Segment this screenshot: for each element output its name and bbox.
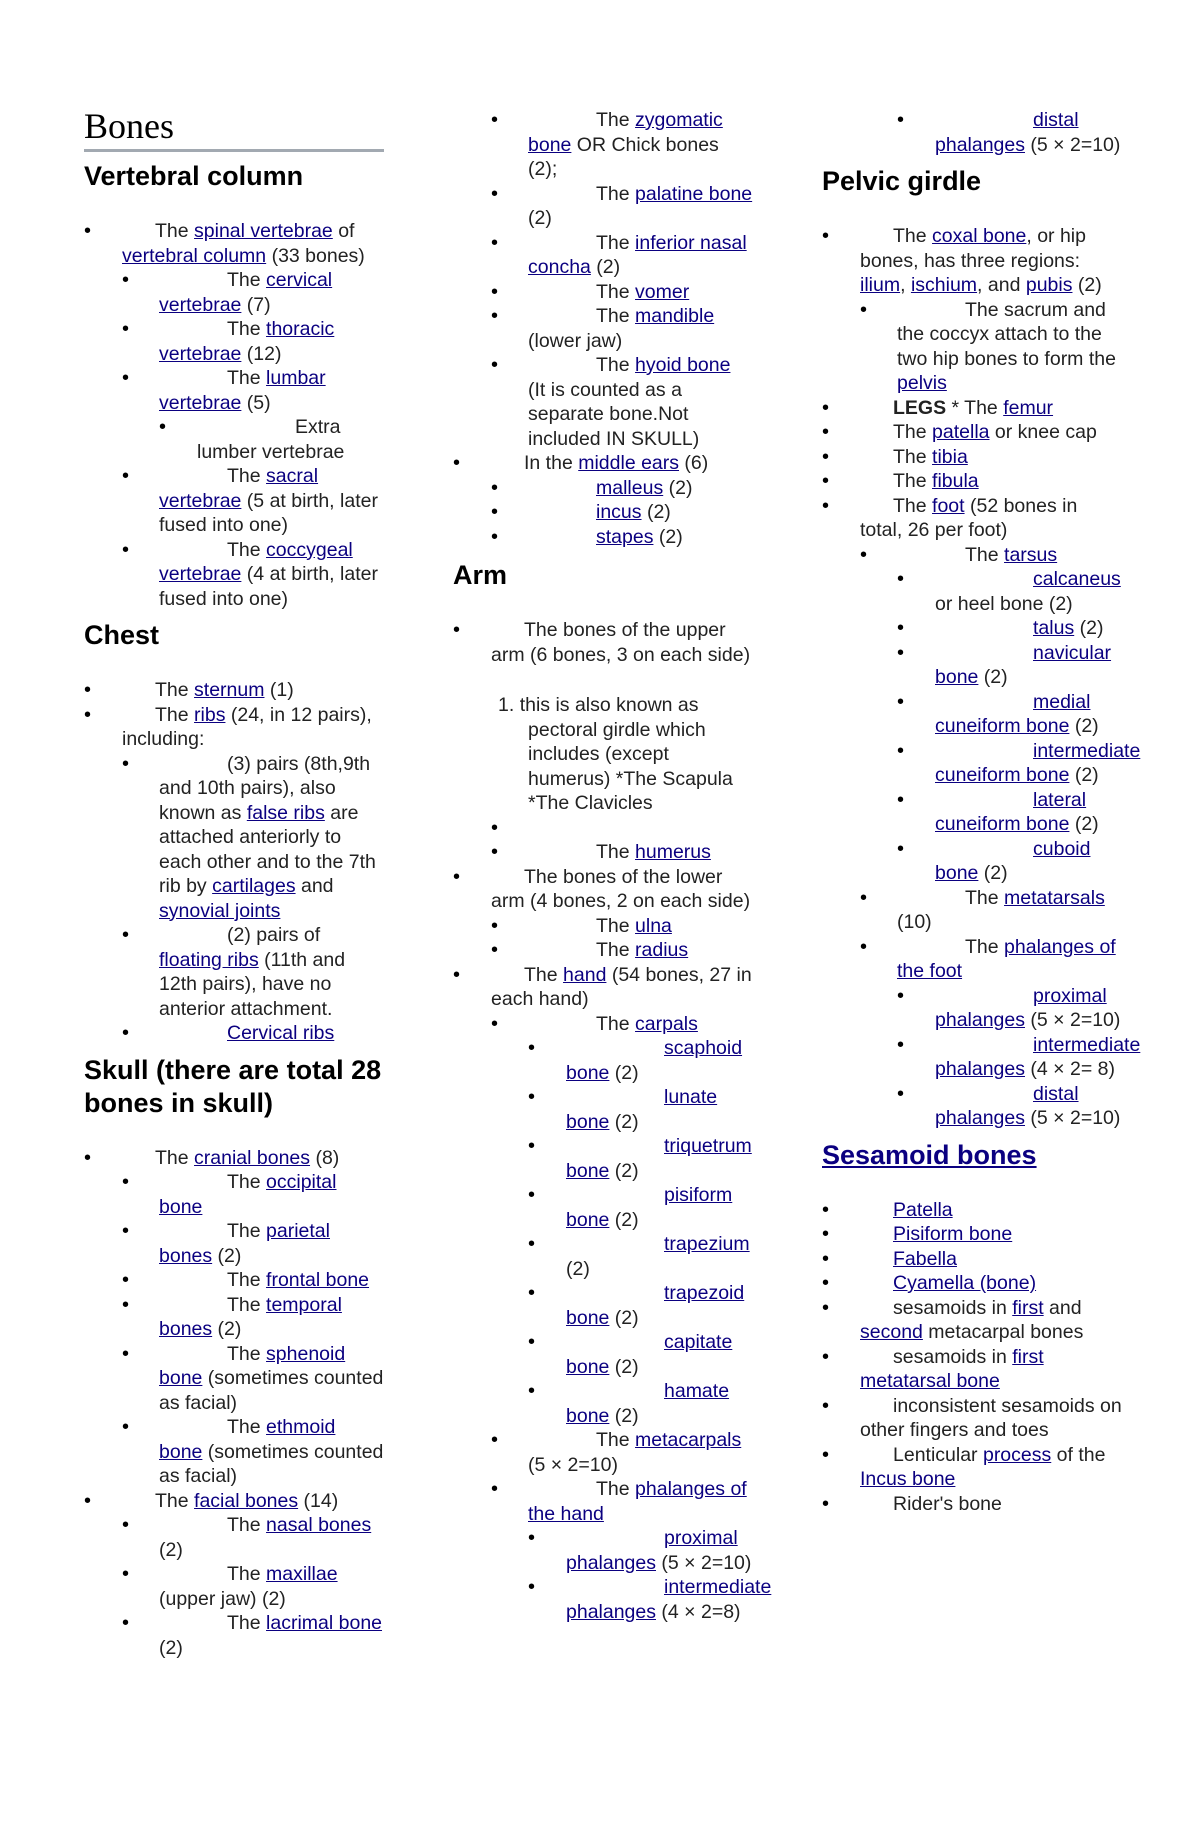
link-thoracic-vertebrae[interactable]: thoracic vertebrae — [159, 318, 335, 365]
link-temporal-bones[interactable]: temporal bones — [159, 1293, 342, 1340]
list-item: • The coxal bone, or hip bones, has three regions: ilium, ischium, and pubis (2) — [822, 224, 1122, 298]
list-item — [822, 1222, 1122, 1247]
link-trapezoid-bone[interactable]: trapezoid bone — [566, 1282, 745, 1329]
list-item: • The maxillae (upper jaw) (2) — [84, 1562, 384, 1611]
list-item: • The lacrimal bone (2) — [84, 1611, 384, 1660]
link-hyoid-bone[interactable]: hyoid bone — [635, 354, 731, 376]
list-item: • cuboid bone (2) — [822, 837, 1122, 886]
link-tarsus[interactable]: tarsus — [1004, 543, 1058, 566]
link-ribs[interactable]: ribs — [194, 703, 226, 726]
link-nasal-bones[interactable]: nasal bones — [266, 1514, 372, 1536]
link-capitate-bone[interactable]: capitate bone — [566, 1331, 733, 1378]
link-metacarpals[interactable]: metacarpals — [635, 1429, 742, 1451]
list-item: • The occipital bone — [84, 1170, 384, 1219]
list-item: • talus (2) — [822, 616, 1122, 641]
list-item: • The sacral vertebrae (5 at birth, later fused into one) — [84, 464, 384, 538]
link-lumbar-vertebrae[interactable]: lumbar vertebrae — [159, 367, 326, 414]
numbered-item: 1. this is also known as pectoral girdle which includes (except humerus) *The Scapula *The Clavicles — [498, 694, 733, 814]
list-item: • The sacrum and the coccyx attach to the two hip bones to form the pelvis — [822, 298, 1122, 396]
list-item: • lateral cuneiform bone (2) — [822, 788, 1122, 837]
link-talus[interactable]: talus — [1033, 617, 1075, 639]
link-sacral-vertebrae[interactable]: sacral vertebrae — [159, 465, 319, 512]
list-item: • The sternum (1) — [84, 678, 384, 703]
list-item: • hamate bone (2) — [453, 1379, 753, 1428]
link-cyamella[interactable]: Cyamella (bone) — [893, 1272, 1037, 1294]
link-synovial-joints[interactable]: synovial joints — [159, 899, 281, 922]
list-item: • malleus (2) — [453, 476, 753, 501]
link-pisiform-sesamoid[interactable]: Pisiform bone — [893, 1223, 1013, 1245]
link-proximal-phalanges-foot[interactable]: proximal phalanges — [935, 984, 1107, 1031]
link-incus[interactable]: incus — [596, 501, 642, 523]
list-item: • The parietal bones (2) — [84, 1219, 384, 1268]
hand-list-continued — [822, 108, 1122, 157]
list-item: • distal phalanges (5 × 2=10) — [822, 1082, 1122, 1131]
list-item: • trapezium (2) — [453, 1232, 753, 1281]
link-second[interactable]: second — [860, 1321, 923, 1343]
list-item: • The radius — [453, 938, 753, 963]
link-medial-cuneiform-bone[interactable]: medial cuneiform bone — [935, 690, 1091, 737]
link-navicular-bone[interactable]: navicular bone — [935, 641, 1112, 688]
link-fibula[interactable]: fibula — [932, 470, 979, 492]
skull-list — [84, 1146, 384, 1661]
list-item: • The fibula — [822, 469, 1122, 494]
heading-vertebral-column: Vertebral column — [84, 161, 304, 191]
list-item: • (2) pairs of floating ribs (11th and 12th pairs), have no anterior attachment. — [84, 923, 384, 1021]
list-item: • The temporal bones (2) — [84, 1293, 384, 1342]
link-process[interactable]: process — [982, 1443, 1052, 1466]
link-zygomatic-bone[interactable]: zygomatic bone — [528, 109, 723, 156]
list-item: • The sphenoid bone (sometimes counted as facial) — [84, 1342, 384, 1416]
heading-chest: Chest — [84, 620, 160, 650]
list-item: • trapezoid bone (2) — [453, 1281, 753, 1330]
link-coxal-bone[interactable]: coxal bone — [932, 225, 1027, 247]
list-item: • intermediate phalanges (4 × 2= 8) — [822, 1033, 1122, 1082]
link-patella-sesamoid[interactable]: Patella — [893, 1198, 953, 1221]
list-item: • intermediate cuneiform bone (2) — [822, 739, 1122, 788]
link-distal-phalanges[interactable]: distal phalanges — [935, 109, 1079, 156]
link-facial-bones[interactable]: facial bones — [194, 1489, 299, 1512]
list-item — [453, 816, 753, 841]
list-item: • The metatarsals (10) — [822, 886, 1122, 935]
list-item: • sesamoids in first metatarsal bone — [822, 1345, 1122, 1394]
link-phalanges-of-the-hand[interactable]: phalanges of the hand — [528, 1478, 747, 1525]
list-item: • The carpals — [453, 1012, 753, 1037]
link-proximal-phalanges[interactable]: proximal phalanges — [566, 1527, 738, 1574]
list-item: • lunate bone (2) — [453, 1085, 753, 1134]
list-item: • The hand (54 bones, 27 in each hand) — [453, 963, 753, 1012]
list-item: • The zygomatic bone OR Chick bones (2); — [453, 108, 753, 182]
list-item: • The tibia — [822, 445, 1122, 470]
skull-list-continued — [453, 108, 753, 549]
link-intermediate-cuneiform-bone[interactable]: intermediate cuneiform bone — [935, 739, 1141, 786]
list-item: • The phalanges of the hand — [453, 1477, 753, 1526]
list-item: • The humerus — [453, 840, 753, 865]
link-sternum[interactable]: sternum — [194, 679, 265, 701]
link-stapes[interactable]: stapes — [596, 525, 654, 548]
list-item: • pisiform bone (2) — [453, 1183, 753, 1232]
list-item: • stapes (2) — [453, 525, 753, 550]
list-item: • The mandible (lower jaw) — [453, 304, 753, 353]
link-malleus[interactable]: malleus — [596, 476, 664, 499]
link-occipital-bone[interactable]: occipital bone — [159, 1171, 337, 1218]
list-item: • The thoracic vertebrae (12) — [84, 317, 384, 366]
arm-list — [453, 618, 772, 1624]
link-false-ribs[interactable]: false ribs — [246, 801, 325, 824]
link-cervical-ribs[interactable]: Cervical ribs — [227, 1022, 335, 1044]
list-item: • The bones of the upper arm (6 bones, 3 on each side) — [453, 618, 753, 667]
list-item: • navicular bone (2) — [822, 641, 1122, 690]
list-item: • The bones of the lower arm (4 bones, 2 on each side) — [453, 865, 753, 914]
link-hand[interactable]: hand — [563, 963, 607, 986]
link-intermediate-phalanges[interactable]: intermediate phalanges — [566, 1576, 772, 1623]
list-item — [822, 1247, 1122, 1272]
list-item: • The phalanges of the foot — [822, 935, 1122, 984]
list-item: • The ribs (24, in 12 pairs), including: — [84, 703, 384, 752]
link-carpals[interactable]: carpals — [635, 1012, 698, 1035]
list-item: • The spinal vertebrae of vertebral column (33 bones) — [84, 219, 384, 268]
list-item: • incus (2) — [453, 500, 753, 525]
list-item: • proximal phalanges (5 × 2=10) — [453, 1526, 753, 1575]
link-first[interactable]: first — [1012, 1296, 1044, 1319]
link-ischium[interactable]: ischium — [910, 274, 978, 296]
list-item: • The nasal bones (2) — [84, 1513, 384, 1562]
link-triquetrum-bone[interactable]: triquetrum bone — [566, 1135, 752, 1182]
link-first-metatarsal-bone[interactable]: first metatarsal bone — [860, 1345, 1044, 1392]
link-cervical-vertebrae[interactable]: cervical vertebrae — [159, 269, 333, 316]
link-pelvis[interactable]: pelvis — [897, 372, 947, 394]
pelvic-list — [822, 224, 1141, 1131]
list-item: • Extra lumber vertebrae — [84, 415, 384, 464]
link-ulna[interactable]: ulna — [635, 914, 672, 937]
link-spinal-vertebrae[interactable]: spinal vertebrae — [194, 220, 333, 242]
list-item: • The tarsus — [822, 543, 1122, 568]
list-item: • The patella or knee cap — [822, 420, 1122, 445]
list-item: • medial cuneiform bone (2) — [822, 690, 1122, 739]
chest-list — [84, 678, 384, 1046]
link-vomer[interactable]: vomer — [635, 280, 690, 303]
link-middle-ears[interactable]: middle ears — [578, 452, 680, 474]
link-frontal-bone[interactable]: frontal bone — [266, 1269, 370, 1291]
list-item: • The frontal bone — [84, 1268, 384, 1293]
link-patella[interactable]: patella — [932, 421, 990, 443]
sesamoid-list — [822, 1198, 1122, 1517]
list-item: • intermediate phalanges (4 × 2=8) — [453, 1575, 753, 1624]
link-femur[interactable]: femur — [1003, 396, 1054, 419]
list-item: • The facial bones (14) — [84, 1489, 384, 1514]
link-scaphoid-bone[interactable]: scaphoid bone — [566, 1037, 743, 1084]
link-incus-bone[interactable]: Incus bone — [860, 1468, 956, 1490]
list-item: • The coccygeal vertebrae (4 at birth, later fused into one) — [84, 538, 384, 612]
link-parietal-bones[interactable]: parietal bones — [159, 1220, 330, 1267]
link-lunate-bone[interactable]: lunate bone — [566, 1086, 718, 1133]
link-trapezium[interactable]: trapezium — [664, 1233, 750, 1255]
link-hamate-bone[interactable]: hamate bone — [566, 1380, 730, 1427]
list-item: • LEGS * The femur — [822, 396, 1122, 421]
list-item — [822, 1198, 1122, 1223]
list-item: • The ulna — [453, 914, 753, 939]
link-intermediate-phalanges-foot[interactable]: intermediate phalanges — [935, 1033, 1141, 1080]
link-pubis[interactable]: pubis — [1025, 274, 1073, 296]
link-mandible[interactable]: mandible — [635, 305, 715, 327]
list-item: • The palatine bone (2) — [453, 182, 753, 231]
list-item: • sesamoids in first and second metacarpal bones — [822, 1296, 1122, 1345]
link-lateral-cuneiform-bone[interactable]: lateral cuneiform bone — [935, 788, 1087, 835]
list-item: • calcaneus or heel bone (2) — [822, 567, 1122, 616]
link-maxillae[interactable]: maxillae — [266, 1563, 338, 1585]
link-ilium[interactable]: ilium — [860, 274, 901, 296]
list-item: • The hyoid bone (It is counted as a separate bone.Not included IN SKULL) — [453, 353, 753, 451]
link-metatarsals[interactable]: metatarsals — [1004, 886, 1105, 909]
list-item: • distal phalanges (5 × 2=10) — [822, 108, 1122, 157]
list-item: • In the middle ears (6) — [453, 451, 753, 476]
link-inferior-nasal-concha[interactable]: inferior nasal concha — [528, 231, 747, 278]
list-item: • capitate bone (2) — [453, 1330, 753, 1379]
link-vertebral-column[interactable]: vertebral column — [122, 244, 267, 267]
link-cuboid-bone[interactable]: cuboid bone — [935, 837, 1091, 884]
heading-pelvic-girdle: Pelvic girdle — [822, 166, 982, 196]
link-humerus[interactable]: humerus — [635, 841, 711, 863]
list-item: • The inferior nasal concha (2) — [453, 231, 753, 280]
link-ethmoid-bone[interactable]: ethmoid bone — [159, 1416, 336, 1463]
list-item — [84, 1021, 384, 1046]
list-item: • scaphoid bone (2) — [453, 1036, 753, 1085]
heading-arm: Arm — [453, 560, 508, 590]
heading-skull: Skull (there are total 28 bones in skull) — [84, 1054, 382, 1118]
link-lacrimal-bone[interactable]: lacrimal bone — [266, 1612, 383, 1634]
link-calcaneus[interactable]: calcaneus — [1033, 568, 1121, 590]
list-item: • inconsistent sesamoids on other fingers and toes — [822, 1394, 1122, 1443]
list-item: • The lumbar vertebrae (5) — [84, 366, 384, 415]
list-item: • (3) pairs (8th,9th and 10th pairs), also known as false ribs are attached anteriorly to each other and to the 7th rib by cartilages and synovial joints — [84, 752, 384, 924]
list-item: • The metacarpals (5 × 2=10) — [453, 1428, 753, 1477]
list-item: • triquetrum bone (2) — [453, 1134, 753, 1183]
link-cartilages[interactable]: cartilages — [212, 875, 296, 897]
link-tibia[interactable]: tibia — [932, 445, 968, 468]
list-item: • proximal phalanges (5 × 2=10) — [822, 984, 1122, 1033]
link-distal-phalanges-foot[interactable]: distal phalanges — [935, 1082, 1079, 1129]
link-floating-ribs[interactable]: floating ribs — [159, 948, 259, 971]
link-coccygeal-vertebrae[interactable]: coccygeal vertebrae — [159, 538, 353, 585]
link-sphenoid-bone[interactable]: sphenoid bone — [159, 1342, 346, 1389]
link-palatine-bone[interactable]: palatine bone — [635, 182, 753, 205]
heading-sesamoid-bones[interactable]: Sesamoid bones — [822, 1139, 1037, 1170]
list-item: • Rider's bone — [822, 1492, 1122, 1517]
column-2 — [453, 108, 772, 1624]
list-item: • The foot (52 bones in total, 26 per foot) — [822, 494, 1122, 543]
link-foot[interactable]: foot — [932, 494, 965, 517]
link-pisiform-bone[interactable]: pisiform bone — [566, 1184, 733, 1231]
list-item: • The ethmoid bone (sometimes counted as facial) — [84, 1415, 384, 1489]
link-radius[interactable]: radius — [635, 939, 689, 961]
link-fabella[interactable]: Fabella — [893, 1247, 957, 1270]
link-phalanges-of-the-foot[interactable]: phalanges of the foot — [897, 935, 1116, 982]
list-item: • Lenticular process of the Incus bone — [822, 1443, 1122, 1492]
column-3 — [822, 108, 1141, 1516]
page-title: Bones — [84, 105, 384, 152]
list-item: • The vomer — [453, 280, 753, 305]
list-item: • The cervical vertebrae (7) — [84, 268, 384, 317]
list-item: • The cranial bones (8) — [84, 1146, 384, 1171]
vertebral-list — [84, 219, 384, 611]
column-1 — [84, 105, 384, 1660]
link-cranial-bones[interactable]: cranial bones — [194, 1146, 311, 1169]
list-item — [822, 1271, 1122, 1296]
